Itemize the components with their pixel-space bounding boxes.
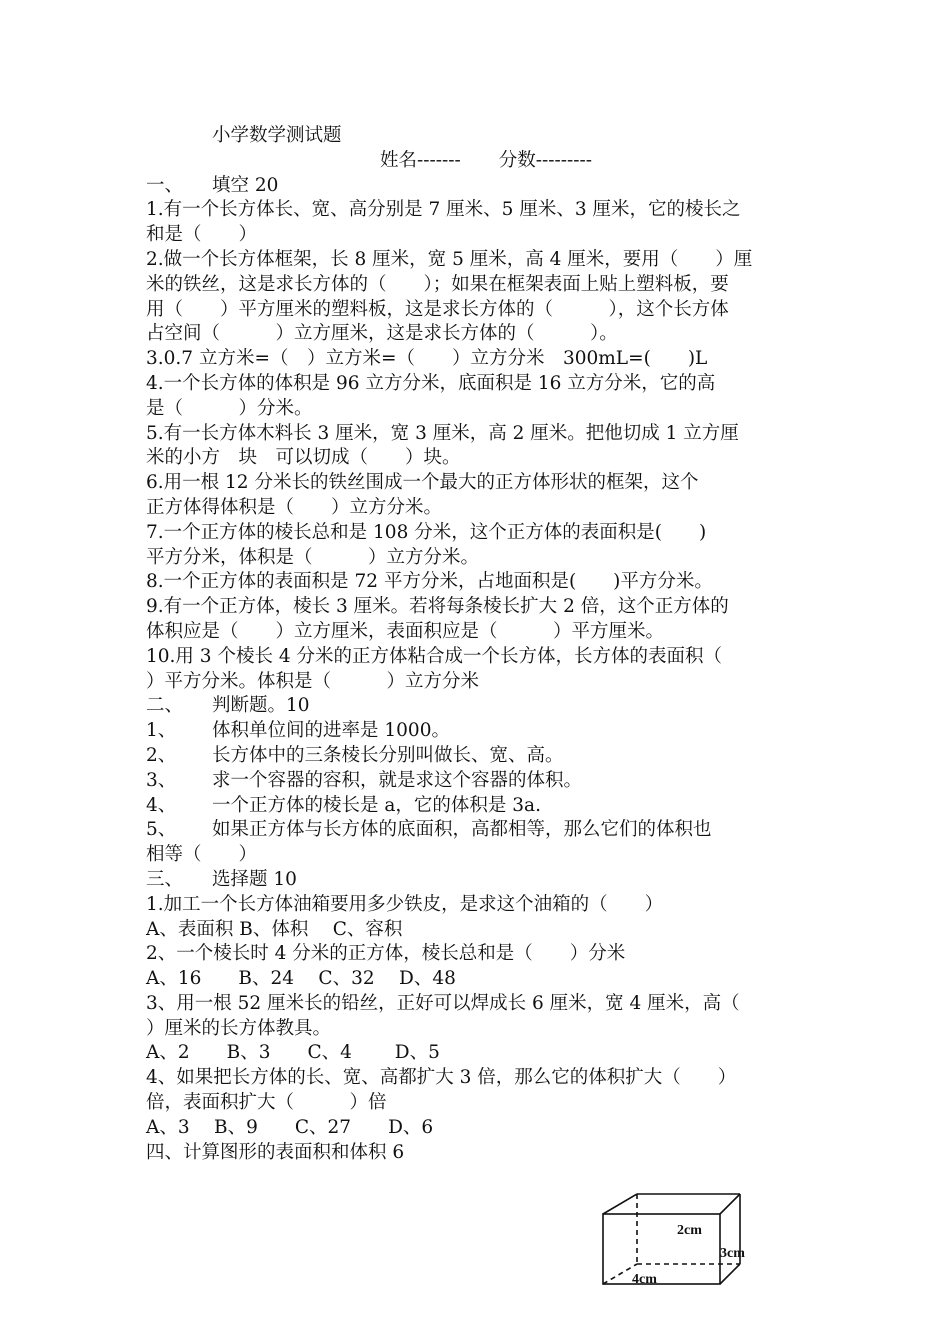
question-line: ）厘米的长方体教具。 — [146, 1017, 332, 1039]
item-number: 2、 — [146, 744, 177, 766]
section-heading-multiple-choice — [146, 868, 816, 893]
section-number: 二、 — [146, 695, 184, 717]
cuboid-length-label: 4cm — [632, 1272, 657, 1287]
item-number: 4、 — [146, 794, 177, 816]
section-heading-true-false — [146, 694, 816, 719]
question-line: 3、用一根 52 厘米长的铅丝，正好可以焊成长 6 厘米，宽 4 厘米，高（ — [146, 992, 740, 1014]
cuboid-figure — [590, 1188, 760, 1300]
section-heading-fill-blank — [146, 174, 816, 199]
question-line: 1.有一个长方体长、宽、高分别是 7 厘米、5 厘米、3 厘米，它的棱长之 — [146, 199, 741, 221]
question-line: 倍，表面积扩大（ ）倍 — [146, 1092, 387, 1114]
question-line: ）平方分米。体积是（ ）立方分米 — [146, 670, 480, 692]
question-line: 用（ ）平方厘米的塑料板，这是求长方体的（ ），这个长方体 — [146, 298, 729, 320]
question-line: 米的小方 块 可以切成（ ）块。 — [146, 447, 461, 469]
question-line: 7.一个正方体的棱长总和是 108 分米，这个正方体的表面积是( ) — [146, 521, 707, 543]
multiple-choice-questions — [146, 893, 816, 1141]
list-item — [146, 769, 816, 794]
choice-options: A、2 B、3 C、4 D、5 — [146, 1042, 440, 1064]
item-number: 5、 — [146, 819, 177, 841]
list-item-continuation: 相等（ ） — [146, 844, 258, 866]
question-line: 平方分米，体积是（ ）立方分米。 — [146, 546, 480, 568]
choice-options: A、表面积 B、体积 C、容积 — [146, 918, 403, 940]
section-title: 填空 20 — [212, 174, 279, 196]
question-line: 是（ ）分米。 — [146, 397, 313, 419]
page-title: 小学数学测试题 — [212, 125, 342, 146]
question-line: 2、一个棱长时 4 分米的正方体，棱长总和是（ ）分米 — [146, 943, 626, 965]
section-heading-calculation: 四、计算图形的表面积和体积 6 — [146, 1141, 405, 1163]
item-text: 如果正方体与长方体的底面积，高都相等，那么它们的体积也 — [212, 819, 712, 841]
true-false-questions — [146, 719, 816, 868]
name-field-label: 姓名------- — [380, 149, 461, 171]
question-line: 体积应是（ ）立方厘米，表面积应是（ ）平方厘米。 — [146, 620, 665, 642]
question-line: 1.加工一个长方体油箱要用多少铁皮，是求这个油箱的（ ） — [146, 893, 664, 915]
test-paper-content — [146, 124, 816, 1165]
list-item — [146, 744, 816, 769]
cuboid-height-label: 2cm — [677, 1223, 702, 1238]
question-line: 6.用一根 12 分米长的铁丝围成一个最大的正方体形状的框架，这个 — [146, 472, 699, 494]
fill-blank-questions — [146, 198, 816, 694]
question-line: 4.一个长方体的体积是 96 立方分米，底面积是 16 立方分米，它的高 — [146, 372, 716, 394]
item-text: 体积单位间的进率是 1000。 — [212, 720, 450, 742]
question-line: 米的铁丝，这是求长方体的（ ）；如果在框架表面上贴上塑料板，要 — [146, 273, 729, 295]
list-item — [146, 794, 816, 819]
cuboid-edge — [720, 1194, 740, 1214]
question-line: 8.一个正方体的表面积是 72 平方分米，占地面积是( )平方分米。 — [146, 571, 713, 593]
name-score-row — [146, 149, 816, 174]
cuboid-edge — [603, 1194, 637, 1214]
score-field-label: 分数--------- — [498, 149, 593, 171]
question-line: 4、如果把长方体的长、宽、高都扩大 3 倍，那么它的体积扩大（ ） — [146, 1067, 737, 1089]
question-line: 9.有一个正方体，棱长 3 厘米。若将每条棱长扩大 2 倍，这个正方体的 — [146, 596, 729, 618]
choice-options: A、3 B、9 C、27 D、6 — [146, 1116, 434, 1138]
list-item — [146, 818, 816, 843]
question-line: 3.0.7 立方米=（ ）立方米=（ ）立方分米 300mL=( )L — [146, 348, 708, 370]
question-line: 正方体得体积是（ ）立方分米。 — [146, 496, 443, 518]
section-number: 三、 — [146, 868, 184, 890]
question-line: 5.有一长方体木料长 3 厘米，宽 3 厘米，高 2 厘米。把他切成 1 立方厘 — [146, 422, 739, 444]
list-item — [146, 719, 816, 744]
cuboid-width-label: 3cm — [720, 1246, 745, 1261]
item-number: 3、 — [146, 769, 177, 791]
section-title: 选择题 10 — [212, 868, 297, 890]
section-number: 一、 — [146, 174, 184, 196]
question-line: 2.做一个长方体框架，长 8 厘米，宽 5 厘米，高 4 厘米，要用（ ）厘 — [146, 248, 753, 270]
cuboid-edge — [720, 1264, 740, 1284]
item-number: 1、 — [146, 720, 177, 742]
question-line: 占空间（ ）立方厘米，这是求长方体的（ ）。 — [146, 323, 618, 345]
choice-options: A、16 B、24 C、32 D、48 — [146, 968, 456, 990]
item-text: 求一个容器的容积，就是求这个容器的体积。 — [212, 769, 583, 791]
section-title: 判断题。10 — [212, 695, 310, 717]
item-text: 一个正方体的棱长是 a，它的体积是 3a. — [212, 794, 541, 816]
item-text: 长方体中的三条棱长分别叫做长、宽、高。 — [212, 744, 564, 766]
cuboid-diagram — [590, 1188, 760, 1300]
question-line: 10.用 3 个棱长 4 分米的正方体粘合成一个长方体，长方体的表面积（ — [146, 645, 722, 667]
question-line: 和是（ ） — [146, 224, 258, 246]
